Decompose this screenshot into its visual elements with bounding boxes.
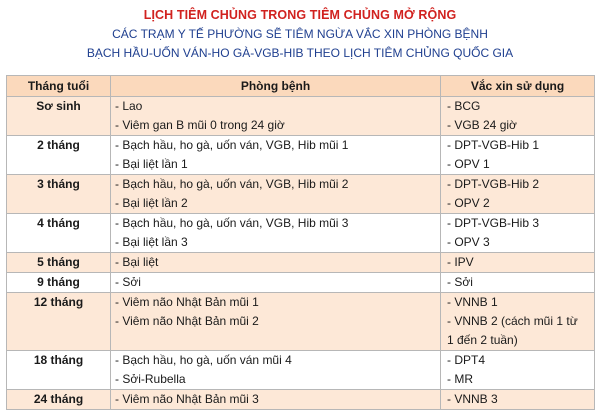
age-cell (7, 253, 111, 273)
age-label: 4 tháng (37, 216, 80, 230)
disease-item: - Bạch hầu, ho gà, uốn ván, VGB, Hib mũi 2 (115, 177, 349, 191)
document-header (0, 0, 600, 62)
vaccination-schedule-table (6, 75, 595, 410)
document-subtitle-line-2: BẠCH HẦU-UỐN VÁN-HO GÀ-VGB-HIB THEO LỊCH TIÊM CHỦNG QUỐC GIA (86, 45, 514, 60)
disease-cell (111, 97, 441, 136)
vaccine-cell (441, 214, 595, 253)
disease-item: - Sởi (115, 275, 141, 289)
vaccine-item: - VGB 24 giờ (447, 118, 517, 132)
vaccine-item: - VNNB 1 (447, 295, 498, 309)
disease-cell (111, 175, 441, 214)
document-title: LỊCH TIÊM CHỦNG TRONG TIÊM CHỦNG MỞ RỘNG (143, 8, 457, 22)
vaccine-cell (441, 253, 595, 273)
vaccine-item: - DPT-VGB-Hib 2 (447, 177, 540, 191)
age-label: 5 tháng (37, 255, 80, 269)
vaccine-item: - VNNB 2 (cách mũi 1 từ (447, 314, 578, 328)
age-label: 18 tháng (33, 353, 84, 367)
vaccine-item: - OPV 2 (447, 196, 490, 210)
disease-item: - Bại liệt lần 3 (115, 235, 188, 249)
disease-item: - Viêm não Nhật Bản mũi 1 (115, 295, 259, 309)
age-label: 3 tháng (37, 177, 80, 191)
vaccine-cell (441, 136, 595, 175)
document-subtitle-line-1: CÁC TRẠM Y TẾ PHƯỜNG SẼ TIÊM NGỪA VẮC XIN PHÒNG BỆNH (112, 27, 488, 41)
disease-item: - Viêm não Nhật Bản mũi 3 (115, 392, 259, 406)
disease-item: - Bạch hầu, ho gà, uốn ván, VGB, Hib mũi 3 (115, 216, 349, 230)
age-label: 24 tháng (33, 392, 84, 406)
age-cell (7, 390, 111, 410)
age-label: 12 tháng (33, 295, 84, 309)
disease-item: - Bại liệt lần 2 (115, 196, 188, 210)
table-row (7, 175, 595, 214)
age-cell (7, 273, 111, 293)
age-cell (7, 293, 111, 351)
disease-cell (111, 390, 441, 410)
disease-item: - Bạch hầu, ho gà, uốn ván, VGB, Hib mũi 1 (115, 138, 349, 152)
vaccine-cell (441, 390, 595, 410)
disease-cell (111, 214, 441, 253)
vaccine-item: - OPV 1 (447, 157, 490, 171)
vaccine-item: - VNNB 3 (447, 392, 498, 406)
table-row (7, 253, 595, 273)
disease-item: - Bạch hầu, ho gà, uốn ván mũi 4 (115, 353, 292, 367)
disease-cell (111, 136, 441, 175)
vaccine-cell (441, 175, 595, 214)
column-header-vaccine: Vắc xin sử dụng (441, 76, 595, 97)
disease-item: - Bại liệt (115, 255, 159, 269)
age-cell (7, 351, 111, 390)
disease-item: - Viêm gan B mũi 0 trong 24 giờ (115, 118, 285, 132)
age-cell (7, 175, 111, 214)
table-row (7, 293, 595, 351)
disease-item: - Sởi-Rubella (115, 372, 186, 386)
vaccine-cell (441, 273, 595, 293)
vaccine-cell (441, 97, 595, 136)
vaccine-item: - BCG (447, 99, 481, 113)
table-row (7, 390, 595, 410)
age-cell (7, 97, 111, 136)
vaccine-item: - Sởi (447, 275, 473, 289)
vaccine-item: - OPV 3 (447, 235, 490, 249)
age-cell (7, 136, 111, 175)
table-row (7, 273, 595, 293)
table-row (7, 136, 595, 175)
vaccine-item: - IPV (447, 255, 474, 269)
age-label: 2 tháng (37, 138, 80, 152)
table-row (7, 97, 595, 136)
vaccine-item: - MR (447, 372, 473, 386)
table-row (7, 214, 595, 253)
disease-item: - Lao (115, 99, 143, 113)
age-label: 9 tháng (37, 275, 80, 289)
table-header-row (7, 76, 595, 97)
vaccine-item: 1 đến 2 tuần) (447, 333, 518, 347)
vaccine-item: - DPT-VGB-Hib 1 (447, 138, 540, 152)
vaccine-item: - DPT-VGB-Hib 3 (447, 216, 540, 230)
disease-item: - Viêm não Nhật Bản mũi 2 (115, 314, 259, 328)
age-label: Sơ sinh (36, 99, 81, 113)
vaccine-cell (441, 351, 595, 390)
disease-cell (111, 351, 441, 390)
vaccine-item: - DPT4 (447, 353, 486, 367)
disease-cell (111, 253, 441, 273)
column-header-disease: Phòng bệnh (111, 76, 441, 97)
disease-item: - Bại liệt lần 1 (115, 157, 188, 171)
column-header-age: Tháng tuổi (7, 76, 111, 97)
table-row (7, 351, 595, 390)
disease-cell (111, 273, 441, 293)
vaccine-cell (441, 293, 595, 351)
disease-cell (111, 293, 441, 351)
age-cell (7, 214, 111, 253)
